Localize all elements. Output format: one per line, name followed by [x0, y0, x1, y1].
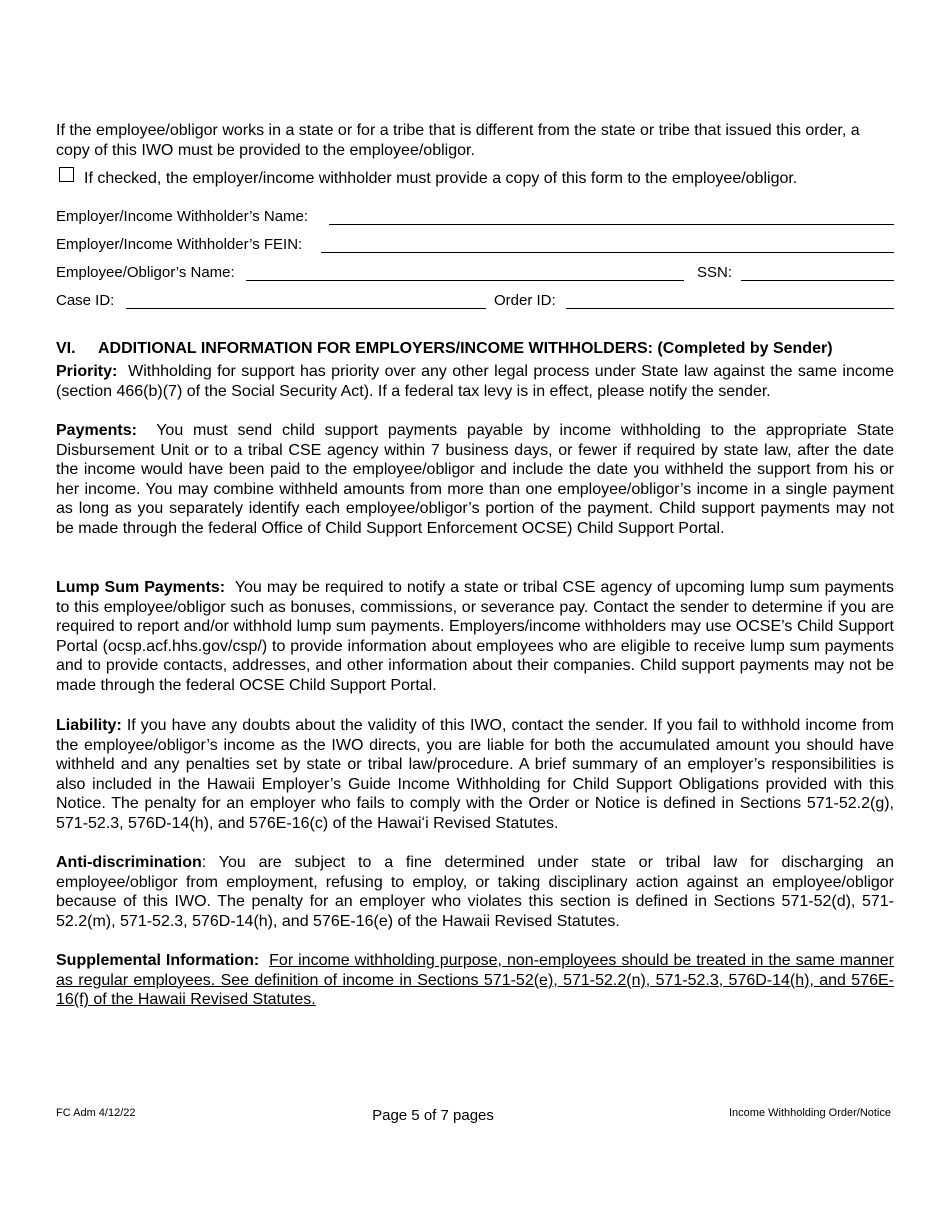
employee-name-label: Employee/Obligor’s Name:	[56, 264, 235, 281]
liability-title: Liability:	[56, 717, 122, 734]
case-id-field[interactable]	[126, 292, 486, 309]
checkbox-label: If checked, the employer/income withholder must provide a copy of this form to the employee/obligor.	[84, 170, 798, 187]
order-id-label: Order ID:	[494, 292, 556, 309]
employee-name-row	[56, 264, 894, 284]
ssn-label: SSN:	[697, 264, 733, 281]
section-number: VI.	[56, 340, 76, 357]
lump-sum-title: Lump Sum Payments:	[56, 579, 226, 596]
payments-title: Payments:	[56, 422, 137, 439]
employer-name-field[interactable]	[329, 208, 894, 225]
employer-name-label: Employer/Income Withholder’s Name:	[56, 208, 309, 225]
lump-sum-paragraph	[56, 578, 894, 696]
section-heading	[56, 340, 833, 358]
case-order-row	[56, 292, 894, 312]
supplemental-title: Supplemental Information:	[56, 952, 260, 969]
priority-text: Withholding for support has priority over any other legal process under State law against the same income (section 466(b)(7) of the Social Security Act). If a federal tax levy is in effect, please notify the sender.	[56, 363, 894, 400]
supplemental-paragraph	[56, 951, 894, 1010]
payments-text: You must send child support payments payable by income withholding to the appropriate State Disbursement Unit or to a tribal CSE agency within 7 business days, or fewer if required by state law, after the date the income would have been paid to the employee/obligor and include the date you withheld the support from his or her income. You may combine withheld amounts from more than one employee/obligor’s income in a single payment as long as you separately identify each employee/obligor’s portion of the payment. Child support payments may not be made through the federal Office of Child Support Enforcement OCSE) Child Support Portal.	[56, 422, 894, 537]
employer-name-row	[56, 208, 894, 228]
supplemental-text: For income withholding purpose, non-employees should be treated in the same manner as regular employees. See definition of income in Sections 571-52(e), 571-52.2(n), 571-52.3, 576D-14(h), and 576E-16(f) of the Hawaii Revised Statutes.	[56, 952, 894, 1009]
footer-page-number: Page 5 of 7 pages	[372, 1107, 494, 1124]
lump-sum-text: You may be required to notify a state or tribal CSE agency of upcoming lump sum payments to this employee/obligor such as bonuses, commissions, or severance pay. Contact the sender to determine if you are required to report and/or withhold lump sum payments. Employers/income withholders may use OCSE’s Child Support Portal (ocsp.acf.hhs.gov/csp/) to provide information about employees who are eligible to receive lump sum payments and to provide contacts, addresses, and other information about their companies. Child support payments may not be made through the federal OCSE Child Support Portal.	[56, 579, 894, 694]
ssn-field[interactable]	[741, 264, 894, 281]
copy-to-employee-checkbox[interactable]	[59, 167, 74, 182]
anti-discrimination-text: : You are subject to a fine determined under state or tribal law for discharging an employee/obligor from employment, refusing to employ, or taking disciplinary action against an employee/obligor because of this IWO. The penalty for an employer who violates this section is defined in Sections 571-52(d), 571-52.2(m), 571-52.3, 576D-14(h), and 576E-16(e) of the Hawaii Revised Statutes.	[56, 854, 894, 930]
footer-form-title: Income Withholding Order/Notice	[728, 1107, 891, 1119]
liability-paragraph	[56, 716, 894, 834]
intro-text: If the employee/obligor works in a state or for a tribe that is different from the state or tribe that issued this order, a copy of this IWO must be provided to the employee/obligor.	[56, 122, 860, 159]
case-id-label: Case ID:	[56, 292, 115, 309]
liability-text: If you have any doubts about the validity of this IWO, contact the sender. If you fail to withhold income from the employee/obligor’s income as the IWO directs, you are liable for both the accumulated amount you should have withheld and any penalties set by state or tribal law/procedure. A brief summary of an employer’s responsibilities is also included in the Hawaii Employer’s Guide Income Withholding for Child Support Obligations provided with this Notice. The penalty for an employer who fails to comply with the Order or Notice is defined in Sections 571-52.2(g), 571-52.3, 576D-14(h), and 576E-16(c) of the Hawaiʻi Revised Statutes.	[56, 717, 894, 832]
section-title: ADDITIONAL INFORMATION FOR EMPLOYERS/INCOME WITHHOLDERS: (Completed by Sender)	[98, 340, 833, 357]
employer-fein-field[interactable]	[321, 236, 894, 253]
priority-paragraph	[56, 362, 894, 401]
priority-title: Priority:	[56, 363, 118, 380]
anti-discrimination-title: Anti-discrimination	[56, 854, 202, 871]
order-id-field[interactable]	[566, 292, 894, 309]
employer-fein-row	[56, 236, 894, 256]
payments-paragraph	[56, 421, 894, 539]
anti-discrimination-paragraph	[56, 853, 894, 931]
footer-form-id: FC Adm 4/12/22	[56, 1107, 136, 1119]
employee-name-field[interactable]	[246, 264, 684, 281]
employer-fein-label: Employer/Income Withholder’s FEIN:	[56, 236, 303, 253]
